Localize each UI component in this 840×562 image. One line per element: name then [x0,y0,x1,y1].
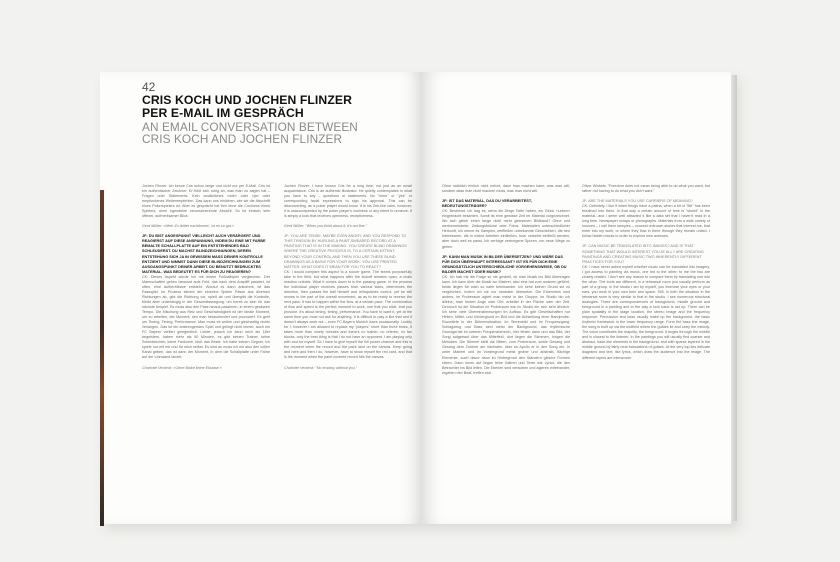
carryover-paragraph-de: Ohne natürlich ehrlich nicht nehmt, dann man machen kann, was man will, sondern dass man nicht machen muss, was man nicht will. [442,184,570,194]
material-question-de: JF: IST DAS MATERIAL, DAS DU VERARBEITEST, BEDEUTUNGSTRÄGER? [442,199,532,209]
music-answer-de: CK: Ich hab mir die Frage so nie gestellt, ob man Musik ins Bild übertragen kann. Ich kann über die Musik zur Malerei, also eine hat zum anderen geführt, beide liegen für mich so nahe beieinander. Ich sehe keinen Grund sie zu vergleichen. Indem ich sie nur neutraler übersetze. Die Erkenntnis sind anders, im Proberaum agiert man meist in der Gruppe, im Studio bin ich alleine, man fordert Auge oder Ohr, arbeitet in der Fläche oder der Zeit. Dennoch ist die Situation im Proberaum wie im Studio ein sich sehr ähnlich. Ich sehe viele Übereinstimmungen im Aufbau. Es gibt Gesellschaften nur Hinten, Mittel- und Vordergrund im Bild und die Aufstellung einer Bandprobe. Raumtiefe in der Bühnensituation, im Stereobild und im Frequenzgang. Schlagzeug und Bass sind meist der Background, das rhythmische Grundgerüst im unteren Frequenzbereich, hier fehlen dann und das Bild, der Song aufgebaut über das Mittelfeld, dort liegen die Stimmen, hingen die Melodien. Die Stimme stellt die Mitten, zum Proberaum, sowie Gesang und Gesang dem Zuhörer am nächsten, über es Apollo er in den Song ein. In unter Malerei und im Vordergrund meist grober und abstrakt, flächige Elemente, auch davor dann im Hintergrund den Ständern gleiche Formen sitzen. Dann einen auf liegen feine Satiren und Texte wie Lyrics, die den Betrachter ins Bild leiten. Die Ebenen sind verwoben und agieren miteinander, ergeben den Beat, treffen sich [442,274,570,375]
subtitle-line-1: AN EMAIL CONVERSATION BETWEEN [142,120,358,134]
carryover-paragraph-en: Oliver Wiskels: "Freedom does not mean being able to do what you want, but rather not having to do what you don't want." [582,184,710,194]
question-en: JF: YOU ARE TENSE, MAYBE EVEN ANGRY, AND YOU RESPOND TO THIS TENSION BY HURLING A PAINT-SMEARED RECORD AT A PAINTING THAT IS IN THE MAKING. YOU CREATE BLIND DRAWINGS WHERE THE CREATIVE PROCESS IS, TO A CERTAIN EXTENT, BEYOND YOUR CONTROL AND THEN YOU USE THESE BLIND DRAWINGS AS A BASIS FOR YOUR WORK. YOU USE PRINTED MATTER. WHAT DOES IT MEAN FOR YOU TO REACT? [284,234,407,269]
answer-paragraph-de: CK: Dieses Aspekt würde ich mit einem Fußballspiel vergleichen. Der Mannschaften gehen bewusst aufs Feld, das nach dem Auspfiff passiert, ist offen, eine Aufbereitbare entsteht. Worauf es dann ankommt, ist das Passspiel. Im Prozess stimmt der einzelne Spieler Pässe aus diversen Richtungen ab, gibt die Richtung vor, spielt ab und übergibt die Kontrolle, bleibt aber unabhängig in der Gesamtbewegung, um bereit zu sein für das nächste Anspiel. Es muss also den Pass hinaus passieren, in einem gewissen Tempo. Die Mischung aus Reiz und Geschwindigkeit ist der ideale Moment, um zu arbeiten, der Moment, den man herausfordert und provoziert. Es geht um Timing, Timing, Performance. Man muss es wollen und gleichzeitig nichts verlangen. Das ist ein anstrengendes Spiel und gelingt nicht immer, auch ein FC Bayern verliert gelegentlich. Leider, jedoch ich kann mich als 18er begeistern, haben mehr als 90 Minuten, es gibt keinen Trainer, keine Schiedsrichter, keine Fankurve, bloß das Beste. Ich habe keinen Gegner, ich spiele nur mit mir und für mich selbst. Es sind an muss ich mir also den vollen Kanal geben, das ist dann der Moment, in dem die Schallplatte unter Farbe auf der Leinwand landet. [142,274,270,360]
page-number: 42 [142,80,156,94]
music-question-de: JF: KANN MAN MUSIK IN BILDER ÜBERSETZEN? UND WÄRE DAS FÜR DICH ÜBERHAUPT INTERESSANT? IST ES FÜR DICH EINE GRUNDSÄTZLICH UNTERSCHIEDLICHE VORGEHENSWEISE, OB DU BILDER MACHST ODER MUSIK? [442,254,567,274]
title-line-2: PER E-MAIL IM GESPRÄCH [142,106,304,120]
left-page [100,72,422,524]
page-edges [731,75,737,521]
closing-signature-de: Charlotte Verbeck: »Ohne Blake keine Ekstase.« [142,365,222,370]
article-title [142,94,402,120]
article-subtitle [142,121,412,145]
quote-signature-en: Gerd Müller: "When you think about it, it's not fine." [284,224,368,229]
right-page [422,72,731,524]
material-answer-de: CK: Bestimmt. Ich trag es, wenn die Dinge Teilte haben, ein Glück »Leben« eingebracht bekamen. Somit ist eine gewisse Zeit im Material vorgezeichnet. Wo sich gleich einen lange nicht mehr gelesenen Bildband? Ohne und wertverminderte, Zeitungsbrücke oder Fotos. Materialien unterschiedlicher Herkunft, ich nenne es Samples, zerfließen unbekannte Geschichten, die neu Interesseen, die in meine Arbeiten einfließen, bzw. verkehrt einfließt werden, aber doch weil es passt. Ich verfolge verborgene Spuren, um neue Wege zu gehen. [442,209,570,249]
english-column-2 [582,184,710,361]
bookmark-strip [100,190,104,526]
intro-paragraph-de: Jochen Flinzer: Ich kenne Cris schon lange und nicht nur per E-Mail. Cris ist ein authentischer Zeichner. Er fühlt sich ruhig an, was man zu sagen hat – Fragen oder Statements. Kein zusätzliches »wie« oder »ja« oder empfundenes Weiterempfehlen. Das kann uns einlichen, wie wir die Abschrift eines Pokerspielers ist. Aber es gesprächt bei ihm ohne die Coolness eines Spielers, ohne irgendeine verunsicherende Absicht. So ist einfach sein offener, aufmerksamer Blick. [142,184,270,219]
english-column-1 [284,184,412,371]
german-column-2 [442,184,570,376]
material-answer-en: CK: Definitely. I like it when things have a patina, when a bit of "life" has been breathed into them. In that way a certain amount of time is "stored" in the material...and I seem well attracted it like a data set that I haven't read in a long time. Newspaper scraps or photographs. Materials from a wide variety of sources – I call them samples – conceal unknown stories that interest me, that enter into my work, or where they flow in there through they remain united. I follow hidden tracks in order to explore new avenues. [582,204,710,239]
closing-signature-en: Charlotte Verbeck: "No ecstasy without you." [284,365,357,370]
answer-paragraph-en: CK: I would compare this aspect to a soccer game. The teams purposefully take to the field, but what happens after the kickoff remains open, a chain reaction unfolds. What it comes down to is the passing game. In the process the individual player receives passes from various sides, determines the direction, then passes the ball himself and relinquishes control, yet he still moves in the part of the overall movement, as as to be ready to receive the next pass. It has to happen within the flow, at a certain pace. The combination of flow and speed is the perfect moment to work, one that you elicit, that you provoke. It's about timing, timing, performance. You have to want it, yet at the same time you must not ask for anything. It is difficult to play a like that and it doesn't always work out – even FC Bayern Munich loses occasionally. Luckily for I, however I am allowed to replace my "players" more than three times, it takes more than ninety minutes and there's no trainer, no referee, no fan blocks, only the best thing is that I do not have an opponent. I am playing only with and for myself. So I have to give myself the full power channel and this is the moment when the record and the paint land on the canvas. Keep going and here and then I do, however, have to show myself the red card, and that is the moment when the paint covered record hits the canvas. [284,269,412,360]
german-column-1 [142,184,270,371]
question-de: JF: DU BIST ANGESPANNT VIELLEICHT AUCH VERÄRGERT UND REAGIERST AUF DIESE ANSPANNUNG, INDEM DU EINE MIT FARBE BEMALTE SCHALLPLATTE AUF EIN ENTSTEHENDES BILD SCHLEUDERST. DU MACHST BLINDZEICHNUNGEN, DEREN ENTSTEHUNG SICH JA IN GEWISSEM MASS DEINER KONTROLLE ENTZIEHT UND NIMMST DANN DIESE BLINDZEICHNUNGEN ZUM AUSGANGSPUNKT DEINER ARBEIT. DU BENUTZT BEDRUCKTES MATERIAL. WAS BEDEUTET ES FÜR DICH ZU REAGIEREN? [142,234,266,274]
material-question-en: JF: ARE THE MATERIALS YOU USE CARRIERS OF MEANING? [582,199,693,204]
title-line-1: CRIS KOCH UND JOCHEN FLINZER [142,93,352,107]
subtitle-line-2: CRIS KOCH AND JOCHEN FLINZER [142,132,343,146]
music-answer-en: CK: I have never asked myself whether music can be translated into imagery. I got access to painting via music, one led to the other; to me the two are closely related. I don't see any reason to compare them by translating one into the other. The tools are different, in a rehearsal room you usually perform as part of a group, in the studio I am by myself, you exercise your eyes or your ears, you work in your own time and space. Still, in both the situation in the rehearsal room is very similar to that in the studio. I see numerous structural analogies. There are correspondences of background, middle ground and foreground in a painting and to the way a rock band is set up. There can be plain spatiality in the stage location, the stereo image and the frequency response. Percussion and bass usually make up the background, the basic rhythmic framework in the lower frequency range. Form the bass line image, the song is built up via the midfield where the guitars lie and carry the melody. The voice constitutes the majority, the foreground. It forges through the middle and is closest to the listener. In the paintings you will usually find coarser and abstract, base-like elements in the background, and with sparse layered in the middle ground by fairly neat translations of guitars. At the very top lies delicate diagrams and text, like lyrics, which draw the audience into the image. The different layers are interwoven [582,264,710,360]
music-question-en: JF: CAN MUSIC BE TRANSLATED INTO IMAGES? AND IS THAT SOMETHING THAT WOULD INTEREST YOU AT ALL? ARE CREATING PAINTINGS AND CREATING MUSIC TWO INHERENTLY DIFFERENT PRACTICES FOR YOU? [582,244,704,264]
quote-signature-de: Gerd Müller: »Mein Zu dritter nachtkmen!, ist es so gut.« [142,224,235,229]
intro-paragraph-en: Jochen Flinzer: I have known Cris for a long time, not just as an email acquaintance. Cris is an authentic illustrator. He quietly contemplates in what you have to say – questions or statements. No "hmm" or "yes" or corresponding facial expressions to sign his approval. This can be disconcerting, as a poker player would know. It is his Zen-like calm, however, it is unaccompanied by the poker player's coolness or any intent to unnerve. It is simply a look that receives openness, receptiveness. [284,184,412,219]
